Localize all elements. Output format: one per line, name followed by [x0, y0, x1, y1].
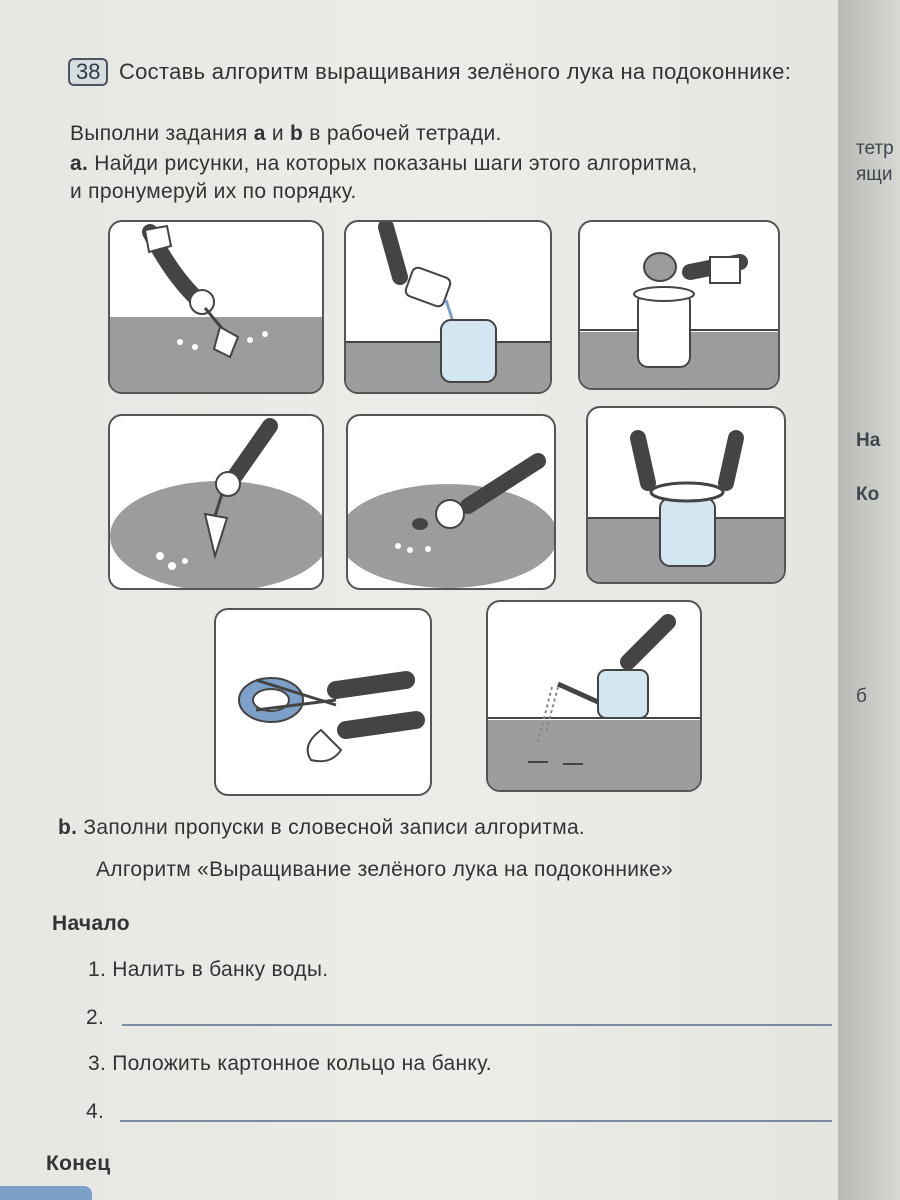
- digging-trowel-icon: [110, 222, 322, 392]
- picture-ring-on-jar: [586, 406, 786, 584]
- task-title: Составь алгоритм выращивания зелёного лука на подоконнике:: [118, 59, 792, 84]
- part-b-label: b.: [58, 816, 78, 839]
- page-number-badge: [0, 1186, 92, 1200]
- part-b-line: b. Заполни пропуски в словесной записи алгоритма.: [58, 816, 586, 839]
- watering-can-icon: [488, 602, 700, 790]
- algorithm-title: Алгоритм «Выращивание зелёного лука на подоконнике»: [96, 858, 673, 881]
- next-page-fragment: б: [856, 686, 867, 707]
- algorithm-step-4: 4.: [86, 1100, 105, 1123]
- picture-digging: [108, 220, 324, 394]
- algorithm-step-1: 1. Налить в банку воды.: [88, 958, 329, 981]
- picture-scissors: [214, 608, 432, 796]
- planting-bulb-icon: [348, 416, 554, 588]
- picture-onion-on-jar: [578, 220, 780, 390]
- adjacent-page-edge: [838, 0, 900, 1200]
- part-a-label: a.: [70, 152, 89, 175]
- next-page-fragment: тетр: [856, 138, 894, 159]
- algorithm-step-2: 2.: [86, 1006, 105, 1029]
- part-a-line1: a. Найди рисунки, на которых показаны шаги этого алгоритма,: [70, 152, 698, 175]
- picture-watering: [486, 600, 702, 792]
- task-number-badge: 38: [68, 58, 108, 86]
- step-2-answer-line[interactable]: [122, 1024, 832, 1026]
- next-page-fragment: ящи: [856, 164, 893, 185]
- algorithm-end: Конец: [46, 1152, 111, 1175]
- placing-onion-on-jar-icon: [580, 222, 778, 388]
- pouring-water-into-jar-icon: [346, 222, 550, 392]
- next-page-fragment: На: [856, 430, 881, 451]
- step-4-answer-line[interactable]: [120, 1120, 832, 1122]
- picture-trowel-soil: [108, 414, 324, 590]
- algorithm-step-3: 3. Положить картонное кольцо на банку.: [88, 1052, 492, 1075]
- picture-pouring: [344, 220, 552, 394]
- algorithm-start: Начало: [52, 912, 130, 935]
- putting-ring-on-jar-icon: [588, 408, 784, 582]
- next-page-fragment: Ко: [856, 484, 880, 505]
- scissors-cutting-ring-icon: [216, 610, 430, 794]
- instruction-line: Выполни задания a и b в рабочей тетради.: [70, 122, 502, 145]
- task-header: [68, 58, 828, 86]
- part-a-line2: и пронумеруй их по порядку.: [70, 180, 357, 203]
- trowel-in-soil-icon: [110, 416, 322, 588]
- picture-planting: [346, 414, 556, 590]
